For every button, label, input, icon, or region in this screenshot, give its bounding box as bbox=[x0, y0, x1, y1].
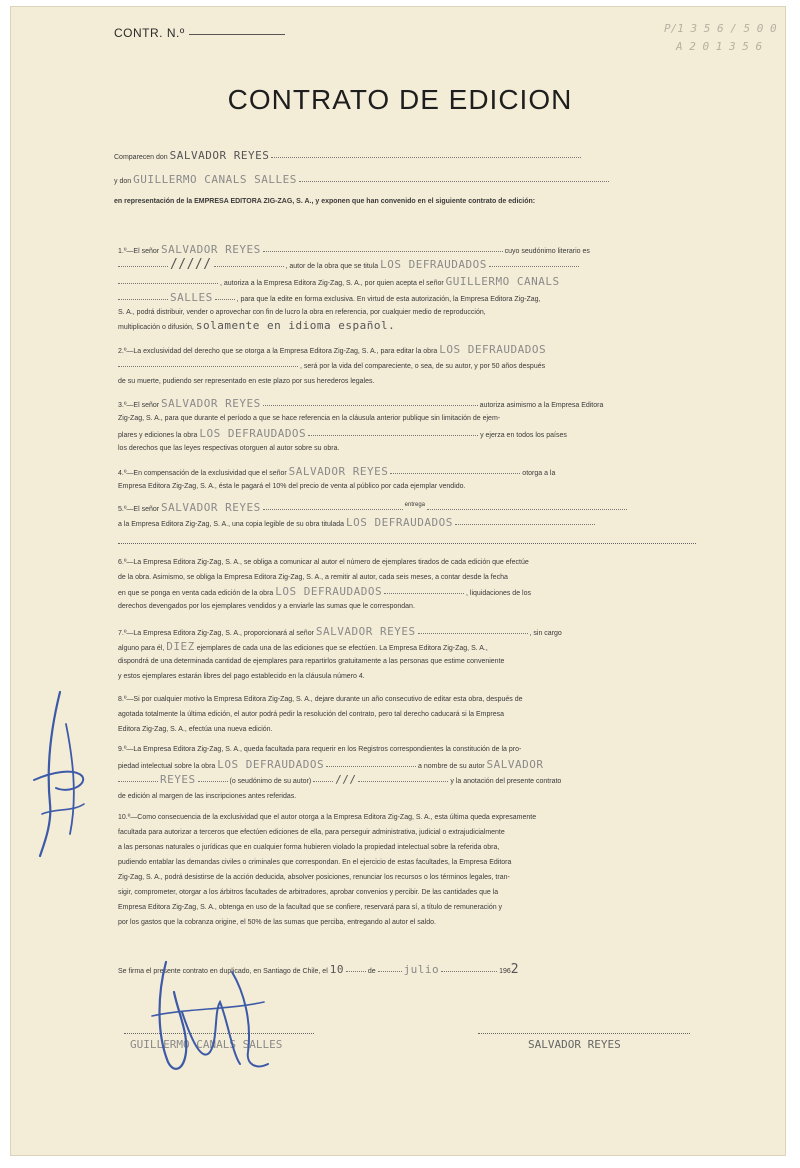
clause-10-line-7: Empresa Editora Zig-Zag, S. A., obtenga en uso de la facultad que se confiere, reservará para sí, a título de remuneración y bbox=[118, 904, 503, 911]
closing-year: 196 bbox=[499, 968, 511, 975]
closing-line: Se firma el presente contrato en duplicado, en Santiago de Chile, el 10 de julio 1962 bbox=[118, 962, 520, 977]
clause-2-line-2: , será por la vida del compareciente, o sea, de su autor, y por 50 años después bbox=[118, 361, 545, 372]
clause-3-line-1: 3.º—El señor SALVADOR REYES autoriza asimismo a la Empresa Editora bbox=[118, 397, 604, 410]
clause-4-line-1: 4.º—En compensación de la exclusividad que el señor SALVADOR REYES otorga a la bbox=[118, 465, 556, 478]
clause-2-line-3: de su muerte, pudiendo ser representado en este plazo por sus herederos legales. bbox=[118, 378, 375, 385]
clause-8-line-2: agotada totalmente la última edición, el autor podrá pedir la resolución del contrato, pero tal derecho caducará si la Empresa bbox=[118, 711, 505, 718]
clause-1-line-6: multiplicación o difusión, solamente en idioma español. bbox=[118, 319, 396, 332]
clause-7-line-4: y estos ejemplares estarán libres del pago establecido en la cláusula número 4. bbox=[118, 673, 365, 680]
contract-number bbox=[114, 26, 285, 40]
clause-3-line-2: Zig-Zag, S. A., para que durante el período a que se hace referencia en la cláusula anterior publique sin limitación de ejem- bbox=[118, 415, 501, 422]
signature-line-right bbox=[478, 1032, 690, 1034]
clause-10-line-4: pudiendo entablar las demandas civiles o criminales que correspondan. En el ejercicio de estas facultades, la Empresa Editora bbox=[118, 859, 512, 866]
clause-9-line-1: 9.º—La Empresa Editora Zig-Zag, S. A., queda facultada para requerir en los Registros correspondientes la constitución de la pro- bbox=[118, 746, 522, 753]
clause-3-line-3: plares y ediciones la obra LOS DEFRAUDADOS y ejerza en todos los países bbox=[118, 427, 567, 440]
clause-1-line-1: 1.º—El señor SALVADOR REYES cuyo seudónimo literario es bbox=[118, 243, 590, 256]
signature-name-left: GUILLERMO CANALS SALLES bbox=[130, 1038, 283, 1051]
clause-10-line-3: a las personas naturales o jurídicas que en cualquier forma hubieren violado la propiedad intelectual sobre la referida obra, bbox=[118, 844, 500, 851]
closing-month: julio bbox=[403, 963, 440, 976]
clause-4-line-2: Empresa Editora Zig-Zag, S. A., ésta le pagará el 10% del precio de venta al público por cada ejemplar vendido. bbox=[118, 483, 466, 490]
parties-line-1: Comparecen don SALVADOR REYES bbox=[114, 150, 581, 163]
margin-initials-signature bbox=[22, 684, 94, 864]
clause-5-line-2: a la Empresa Editora Zig-Zag, S. A., una copia legible de su obra titulada LOS DEFRAUDADOS bbox=[118, 517, 595, 530]
closing-day: 10 bbox=[329, 963, 344, 976]
clause-7-line-2: alguno para él, DIEZ ejemplares de cada una de las ediciones que se efectúen. La Empresa Editora Zig-Zag, S. A., bbox=[118, 640, 488, 653]
author-name: SALVADOR REYES bbox=[169, 149, 270, 162]
clause-1-line-2: ///// , autor de la obra que se titula LOS DEFRAUDADOS bbox=[118, 259, 579, 272]
clause-6-line-3: en que se ponga en venta cada edición de la obra LOS DEFRAUDADOS , liquidaciones de los bbox=[118, 585, 531, 598]
pencil-note-2: A 2 0 1 3 5 6 bbox=[676, 40, 763, 53]
parties-intro: en representación de la EMPRESA EDITORA ZIG-ZAG, S. A., y exponen que han convenido en el siguiente contrato de edición: bbox=[114, 198, 536, 205]
clause-6-line-1: 6.º—La Empresa Editora Zig-Zag, S. A., se obliga a comunicar al autor el número de ejemplares tirados de cada edición que efectúe bbox=[118, 559, 529, 566]
contract-number-field bbox=[189, 33, 285, 35]
clause-6-line-2: de la obra. Asimismo, se obliga la Empresa Editora Zig-Zag, S. A., a remitir al autor, cada seis meses, a contar desde la fecha bbox=[118, 574, 508, 581]
clause-7-line-3: dispondrá de una determinada cantidad de ejemplares para repartirlos gratuitamente a las personas que estime conveniente bbox=[118, 658, 505, 665]
handwritten-signature bbox=[148, 952, 278, 1082]
clause-10-line-8: por los gastos que la cobranza origine, el 50% de las sumas que perciba, entregando al autor el saldo. bbox=[118, 919, 436, 926]
pencil-note-1: P/1 3 5 6 / 5 0 0 bbox=[664, 22, 777, 35]
clause-5-line-1: 5.º—El señor SALVADOR REYES entrega bbox=[118, 502, 627, 516]
clause-8-line-3: Editora Zig-Zag, S. A., efectúa una nueva edición. bbox=[118, 726, 273, 733]
parties-line-2: y don GUILLERMO CANALS SALLES bbox=[114, 174, 609, 187]
clause-10-line-5: Zig-Zag, S. A., podrá desistirse de la acción deducida, absolver posiciones, renunciar los recursos o los términos legales, tran- bbox=[118, 874, 510, 881]
clause-7-line-1: 7.º—La Empresa Editora Zig-Zag, S. A., proporcionará al señor SALVADOR REYES , sin cargo bbox=[118, 625, 562, 638]
clause-10-line-1: 10.º—Como consecuencia de la exclusividad que el autor otorga a la Empresa Editora Zig-Zag, S. A., esta última queda expresamente bbox=[118, 814, 537, 821]
clause-1-line-3: , autoriza a la Empresa Editora Zig-Zag, S. A., por quien acepta el señor GUILLERMO CANALS bbox=[118, 276, 560, 289]
clause-6-line-4: derechos devengados por los ejemplares vendidos y a enviarle las sumas que le correspondan. bbox=[118, 603, 415, 610]
clause-1-line-4: SALLES , para que la edite en forma exclusiva. En virtud de esta autorización, la Empresa Editora Zig-Zag, bbox=[118, 292, 541, 305]
clause-10-line-2: facultada para autorizar a terceros que efectúen ediciones de ella, para perseguir administrativa, judicial o extrajudicialmente bbox=[118, 829, 505, 836]
contract-number-label: CONTR. N.º bbox=[114, 26, 185, 40]
clause-2-line-1: 2.º—La exclusividad del derecho que se otorga a la Empresa Editora Zig-Zag, S. A., para editar la obra LOS DEFRAUDADOS bbox=[118, 343, 547, 356]
clause-8-line-1: 8.º—Si por cualquier motivo la Empresa Editora Zig-Zag, S. A., dejare durante un año consecutivo de editar esta obra, después de bbox=[118, 696, 523, 703]
signature-name-right: SALVADOR REYES bbox=[528, 1038, 621, 1051]
clause-9-line-4: de edición al margen de las inscripciones antes referidas. bbox=[118, 793, 297, 800]
clause-10-line-6: sigir, comprometer, otorgar a los árbitros facultades de arbitradores, aprobar convenios y percibir. De las cantidades que la bbox=[118, 889, 499, 896]
clause-1-line-5: S. A., podrá distribuir, vender o aprovechar con fin de lucro la obra en referencia, por cualquier medio de reproducción, bbox=[118, 309, 486, 316]
clause-9-line-2: piedad intelectual sobre la obra LOS DEFRAUDADOS a nombre de su autor SALVADOR bbox=[118, 758, 544, 771]
representative-name: GUILLERMO CANALS SALLES bbox=[133, 173, 297, 186]
clause-3-line-4: los derechos que las leyes respectivas otorguen al autor sobre su obra. bbox=[118, 445, 340, 452]
page-title: CONTRATO DE EDICION bbox=[227, 84, 573, 115]
clause-9-line-3: REYES (o seudónimo de su autor) /// y la anotación del presente contrato bbox=[118, 774, 561, 787]
clause-5-blank-line bbox=[118, 542, 696, 544]
